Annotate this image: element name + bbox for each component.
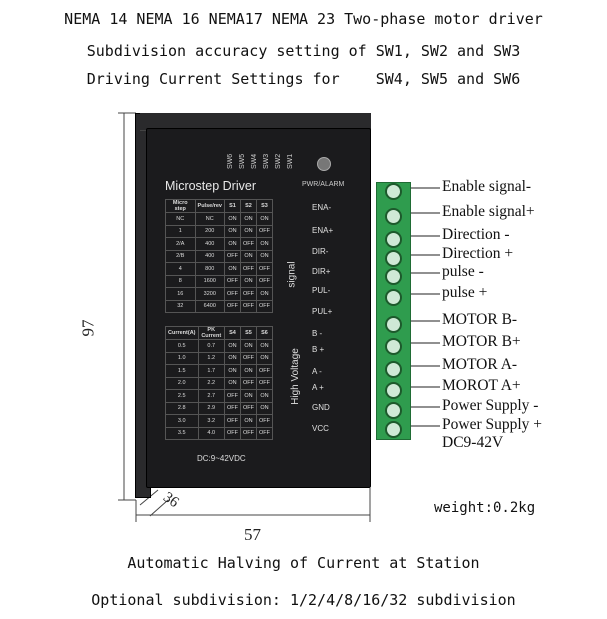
table-header-cell: Micro step xyxy=(166,200,196,213)
table-row xyxy=(166,263,273,276)
table-header-cell: Pulse/rev xyxy=(195,200,224,213)
dc-voltage-label: DC:9~42VDC xyxy=(197,454,246,463)
table-row xyxy=(166,288,273,301)
table-row xyxy=(166,427,273,440)
table-cell: OFF xyxy=(241,300,257,313)
terminal-screw-icon xyxy=(385,183,402,200)
table-cell: 1.2 xyxy=(198,352,225,365)
table-cell: OFF xyxy=(257,377,273,390)
table-cell: 0.5 xyxy=(166,340,199,353)
terminal-screw-icon xyxy=(385,208,402,225)
table-cell: 1.0 xyxy=(166,352,199,365)
table-header-cell: S1 xyxy=(225,200,241,213)
table-row xyxy=(166,225,273,238)
title-line-3: Driving Current Settings for SW4, SW5 and SW6 xyxy=(86,70,521,88)
table-cell: OFF xyxy=(241,352,257,365)
table-cell: OFF xyxy=(257,275,273,288)
table-cell: ON xyxy=(257,352,273,365)
high-voltage-label: High Voltage xyxy=(289,348,301,405)
table-cell: OFF xyxy=(225,402,241,415)
pin-label: B + xyxy=(312,345,325,354)
table-cell: 200 xyxy=(195,225,224,238)
pin-label: VCC xyxy=(312,424,329,433)
table-cell: OFF xyxy=(241,377,257,390)
table-cell: ON xyxy=(241,415,257,428)
table-cell: NC xyxy=(166,213,196,226)
table-cell: 3.0 xyxy=(166,415,199,428)
depth-dimension: 36 xyxy=(160,489,182,511)
table-cell: ON xyxy=(257,340,273,353)
signal-label: signal xyxy=(286,261,298,288)
terminal-label: MOROT A+ xyxy=(442,377,521,394)
switch-label: SW1 xyxy=(287,153,294,169)
pin-label: ENA+ xyxy=(312,226,334,235)
switch-label: SW5 xyxy=(239,153,246,169)
table-row xyxy=(166,377,273,390)
table-cell: 800 xyxy=(195,263,224,276)
terminal-label: pulse - xyxy=(442,263,484,280)
terminal-label: MOTOR B+ xyxy=(442,333,521,350)
title-line-2: Subdivision accuracy setting of SW1, SW2 and SW3 xyxy=(86,42,521,60)
table-cell: OFF xyxy=(257,365,273,378)
table-cell: OFF xyxy=(225,415,241,428)
table-cell: OFF xyxy=(241,263,257,276)
table-cell: OFF xyxy=(225,427,241,440)
terminal-screw-icon xyxy=(385,382,402,399)
table-cell: 6400 xyxy=(195,300,224,313)
table-cell: OFF xyxy=(257,427,273,440)
table-row xyxy=(166,275,273,288)
table-row xyxy=(166,352,273,365)
terminal-label: Enable signal+ xyxy=(442,203,535,220)
terminal-label: Direction + xyxy=(442,245,514,262)
table-cell: 2.9 xyxy=(198,402,225,415)
table-cell: 1600 xyxy=(195,275,224,288)
terminal-label: Power Supply + xyxy=(442,416,543,433)
table-cell: OFF xyxy=(257,415,273,428)
table-cell: 4 xyxy=(166,263,196,276)
table-cell: 400 xyxy=(195,250,224,263)
terminal-label: MOTOR B- xyxy=(442,311,518,328)
table-cell: ON xyxy=(225,225,241,238)
table-cell: 1.5 xyxy=(166,365,199,378)
table-cell: ON xyxy=(225,365,241,378)
terminal-screw-icon xyxy=(385,338,402,355)
pin-label: B - xyxy=(312,329,323,338)
table-cell: ON xyxy=(225,352,241,365)
terminal-label: MOTOR A- xyxy=(442,356,518,373)
table-cell: 3.2 xyxy=(198,415,225,428)
pin-label: A - xyxy=(312,367,322,376)
pwr-alarm-label: PWR/ALARM xyxy=(302,181,345,188)
table-cell: 0.7 xyxy=(198,340,225,353)
current-table xyxy=(165,326,273,440)
pin-label: PUL- xyxy=(312,286,331,295)
table-cell: 8 xyxy=(166,275,196,288)
terminal-block xyxy=(376,182,411,440)
table-cell: ON xyxy=(257,402,273,415)
table-header-cell: S5 xyxy=(241,327,257,340)
table-cell: ON xyxy=(257,390,273,403)
table-cell: ON xyxy=(225,238,241,251)
table-cell: OFF xyxy=(225,275,241,288)
table-cell: ON xyxy=(241,275,257,288)
terminal-screw-icon xyxy=(385,402,402,419)
height-dimension: 97 xyxy=(78,319,98,337)
table-cell: 2/B xyxy=(166,250,196,263)
terminal-label: Enable signal- xyxy=(442,178,532,195)
table-cell: 1 xyxy=(166,225,196,238)
table-cell: OFF xyxy=(257,300,273,313)
table-row xyxy=(166,402,273,415)
table-header-cell: S6 xyxy=(257,327,273,340)
table-header-row xyxy=(166,327,273,340)
terminal-screw-icon xyxy=(385,289,402,306)
table-cell: ON xyxy=(241,390,257,403)
table-cell: 1.7 xyxy=(198,365,225,378)
table-cell: ON xyxy=(257,238,273,251)
pin-label: DIR- xyxy=(312,247,329,256)
pin-label: PUL+ xyxy=(312,307,333,316)
table-cell: ON xyxy=(241,250,257,263)
pin-label: DIR+ xyxy=(312,267,331,276)
table-cell: 4.0 xyxy=(198,427,225,440)
terminal-screw-icon xyxy=(385,421,402,438)
table-cell: 2.5 xyxy=(166,390,199,403)
table-cell: 2.0 xyxy=(166,377,199,390)
table-cell: OFF xyxy=(257,225,273,238)
table-row xyxy=(166,365,273,378)
table-row xyxy=(166,250,273,263)
switch-label: SW2 xyxy=(275,153,282,169)
table-header-row xyxy=(166,200,273,213)
table-cell: OFF xyxy=(241,427,257,440)
pin-label: ENA- xyxy=(312,203,332,212)
table-cell: 3200 xyxy=(195,288,224,301)
table-cell: ON xyxy=(225,263,241,276)
table-cell: OFF xyxy=(241,238,257,251)
table-cell: 400 xyxy=(195,238,224,251)
switch-label: SW3 xyxy=(263,153,270,169)
table-header-cell: S2 xyxy=(241,200,257,213)
table-cell: ON xyxy=(225,377,241,390)
weight-label: weight:0.2kg xyxy=(434,500,536,516)
pin-label: A + xyxy=(312,383,324,392)
table-header-cell: Current(A) xyxy=(166,327,199,340)
table-cell: ON xyxy=(257,213,273,226)
switch-label: SW4 xyxy=(251,153,258,169)
table-cell: 3.5 xyxy=(166,427,199,440)
table-cell: ON xyxy=(225,213,241,226)
table-cell: 32 xyxy=(166,300,196,313)
table-cell: OFF xyxy=(225,300,241,313)
table-cell: OFF xyxy=(241,288,257,301)
table-cell: ON xyxy=(257,288,273,301)
terminal-screw-icon xyxy=(385,231,402,248)
table-row xyxy=(166,340,273,353)
footer-line-1: Automatic Halving of Current at Station xyxy=(127,554,480,572)
table-cell: 16 xyxy=(166,288,196,301)
table-cell: ON xyxy=(241,365,257,378)
table-cell: OFF xyxy=(225,250,241,263)
width-dimension: 57 xyxy=(244,525,261,544)
table-row xyxy=(166,300,273,313)
table-row xyxy=(166,415,273,428)
table-row xyxy=(166,213,273,226)
pin-label: GND xyxy=(312,403,330,412)
table-cell: NC xyxy=(195,213,224,226)
terminal-label: Direction - xyxy=(442,226,510,243)
terminal-label: Power Supply - xyxy=(442,397,539,414)
table-cell: OFF xyxy=(225,390,241,403)
table-cell: ON xyxy=(241,213,257,226)
title-line-1: NEMA 14 NEMA 16 NEMA17 NEMA 23 Two-phase motor driver xyxy=(64,10,543,28)
table-cell: 2.7 xyxy=(198,390,225,403)
microstep-driver xyxy=(146,128,371,488)
table-cell: OFF xyxy=(257,263,273,276)
table-cell: OFF xyxy=(241,402,257,415)
microstep-table xyxy=(165,199,273,313)
table-cell: 2.8 xyxy=(166,402,199,415)
table-header-cell: PK Current xyxy=(198,327,225,340)
terminal-screw-icon xyxy=(385,268,402,285)
terminal-label: pulse + xyxy=(442,284,488,301)
screw-icon xyxy=(317,157,331,171)
footer-line-2: Optional subdivision: 1/2/4/8/16/32 subdivision xyxy=(91,591,516,609)
terminal-screw-icon xyxy=(385,250,402,267)
driver-title: Microstep Driver xyxy=(165,179,256,193)
switch-label: SW6 xyxy=(227,153,234,169)
table-header-cell: S4 xyxy=(225,327,241,340)
table-cell: OFF xyxy=(225,288,241,301)
terminal-screw-icon xyxy=(385,361,402,378)
supply-voltage-label: DC9-42V xyxy=(442,434,504,451)
table-header-cell: S3 xyxy=(257,200,273,213)
table-cell: ON xyxy=(225,340,241,353)
table-cell: ON xyxy=(257,250,273,263)
table-row xyxy=(166,390,273,403)
table-cell: 2.2 xyxy=(198,377,225,390)
terminal-screw-icon xyxy=(385,316,402,333)
table-row xyxy=(166,238,273,251)
table-cell: ON xyxy=(241,340,257,353)
table-cell: ON xyxy=(241,225,257,238)
table-cell: 2/A xyxy=(166,238,196,251)
